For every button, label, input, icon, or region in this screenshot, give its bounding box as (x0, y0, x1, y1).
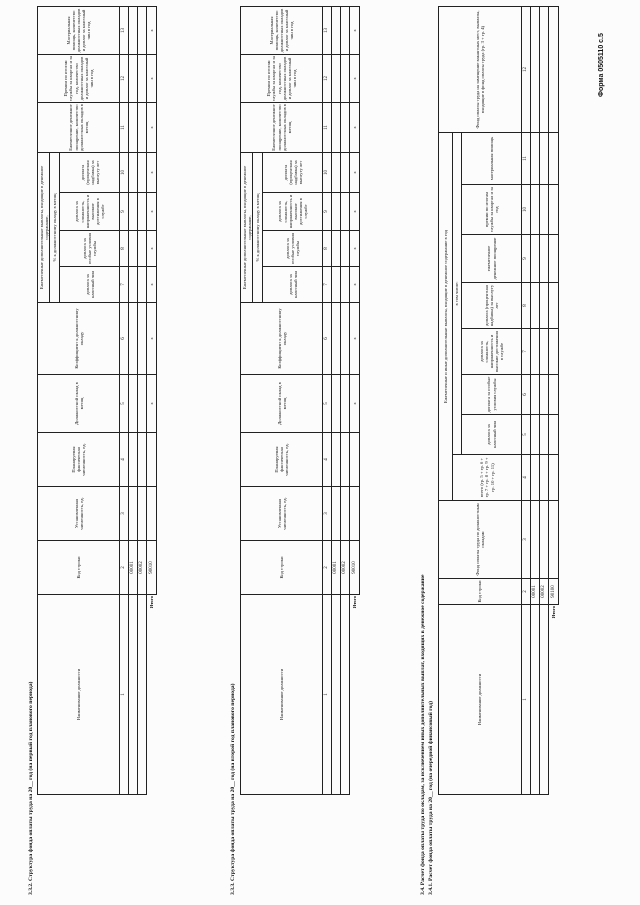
x-mark: х (147, 152, 157, 192)
table-341 (438, 6, 559, 795)
h-class-rank: доплата за классный чин (60, 267, 120, 303)
col-num: 6 (323, 303, 332, 375)
cell[interactable] (531, 605, 540, 795)
col-num: 7 (120, 267, 129, 303)
cell[interactable] (129, 487, 138, 541)
cell[interactable] (341, 303, 350, 375)
cell[interactable] (332, 487, 341, 541)
h-percent: % к должностному окладу в месяц (253, 152, 263, 302)
row-code: 00002 (540, 579, 549, 605)
col-num: 9 (323, 193, 332, 231)
h-salary: Должностной оклад в месяц (38, 375, 120, 433)
cell[interactable] (341, 231, 350, 267)
h-long-service: доплата (процентная надбавка) за выслугу лет (60, 152, 120, 192)
h-bonus: премии по итогам службы за квартал и за год (462, 185, 522, 235)
cell[interactable] (549, 375, 559, 415)
cell[interactable] (341, 54, 350, 102)
cell[interactable] (341, 375, 350, 433)
h-monthly-cash: ежемесячное денежное поощрение (462, 235, 522, 283)
row-code: 00001 (129, 541, 138, 595)
h-line-code: Код строки (241, 541, 323, 595)
col-num: 2 (120, 541, 129, 595)
cell[interactable] (138, 6, 147, 54)
table-333 (240, 6, 360, 795)
table-row (129, 6, 138, 794)
cell[interactable] (332, 54, 341, 102)
col-num: 8 (323, 231, 332, 267)
total-row (147, 6, 157, 794)
cell[interactable] (540, 501, 549, 579)
cell[interactable] (147, 487, 157, 541)
h-position-name: Наименование должности (38, 595, 120, 795)
cell[interactable] (531, 415, 540, 455)
col-num: 3 (522, 501, 531, 579)
table-row (540, 6, 549, 794)
col-num: 9 (522, 235, 531, 283)
section-333-title: 3.3.3. Структура фонда оплаты труда на 20__ год (на второй год планового периода) (230, 683, 236, 895)
col-num: 5 (120, 375, 129, 433)
x-mark: х (147, 6, 157, 54)
form-label: Форма 0505110 с.5 (598, 33, 605, 97)
col-num: 7 (522, 329, 531, 375)
cell[interactable] (531, 6, 540, 132)
x-mark: х (350, 231, 360, 267)
cell[interactable] (332, 433, 341, 487)
col-num: 4 (522, 455, 531, 501)
total-label: Итого (350, 595, 360, 795)
x-mark: х (350, 6, 360, 54)
col-num: 12 (522, 6, 531, 132)
cell[interactable] (129, 375, 138, 433)
table-row (341, 6, 350, 794)
h-class-rank: доплата за классный чин (462, 415, 522, 455)
x-mark: х (147, 231, 157, 267)
col-num: 2 (522, 579, 531, 605)
cell[interactable] (549, 455, 559, 501)
col-num: 5 (323, 375, 332, 433)
total-code: 90010 (350, 541, 360, 595)
total-row (549, 6, 559, 794)
cell[interactable] (341, 152, 350, 192)
row-code: 00001 (332, 541, 341, 595)
total-label: Итого (147, 595, 157, 795)
cell[interactable] (147, 433, 157, 487)
cell[interactable] (129, 54, 138, 102)
cell[interactable] (549, 415, 559, 455)
h-monthly-cash: Ежемесячное денежное поощрение, количество должностных окладов в месяц (38, 102, 120, 152)
col-num: 10 (522, 185, 531, 235)
x-mark: х (350, 102, 360, 152)
col-num: 1 (522, 605, 531, 795)
cell[interactable] (129, 595, 138, 795)
col-num: 11 (522, 132, 531, 184)
col-num: 4 (120, 433, 129, 487)
col-num: 6 (120, 303, 129, 375)
cell[interactable] (138, 487, 147, 541)
h-special-conditions: доплата за особые условия службы (462, 375, 522, 415)
x-mark: х (350, 267, 360, 303)
cell[interactable] (341, 6, 350, 54)
cell[interactable] (332, 267, 341, 303)
cell[interactable] (531, 235, 540, 283)
cell[interactable] (138, 595, 147, 795)
x-mark: х (350, 303, 360, 375)
h-material-aid: Материальная помощь, количество должностных окладов и доплат за классный чин в год (241, 6, 323, 54)
col-num: 12 (120, 54, 129, 102)
cell[interactable] (332, 595, 341, 795)
h-special-conditions: доплата за особые условия службы (263, 231, 323, 267)
col-num: 1 (120, 595, 129, 795)
cell[interactable] (332, 231, 341, 267)
cell[interactable] (129, 231, 138, 267)
cell[interactable] (531, 375, 540, 415)
cell[interactable] (341, 102, 350, 152)
cell[interactable] (129, 152, 138, 192)
h-total: всего (гр. 5 + гр. 6 + гр. 7 + гр. 8 + гр. 9 + гр. 10 + гр. 11) (453, 455, 522, 501)
x-mark: х (147, 102, 157, 152)
h-complexity: доплата за сложность, напряженность и высокие достижения в службе (263, 193, 323, 231)
cell[interactable] (540, 605, 549, 795)
cell[interactable] (540, 375, 549, 415)
col-num: 11 (120, 102, 129, 152)
cell[interactable] (540, 235, 549, 283)
cell[interactable] (129, 433, 138, 487)
x-mark: х (350, 193, 360, 231)
col-num: 13 (120, 6, 129, 54)
row-code: 00002 (138, 541, 147, 595)
cell[interactable] (138, 267, 147, 303)
cell[interactable] (540, 6, 549, 132)
cell[interactable] (540, 132, 549, 184)
col-num: 13 (323, 6, 332, 54)
h-material-aid: Материальная помощь, количество должностных окладов и доплат за классный чин в год (38, 6, 120, 54)
h-material-aid: материальная помощь (462, 132, 522, 184)
h-coefficient: Коэффициент к должностному окладу (241, 303, 323, 375)
col-num: 11 (323, 102, 332, 152)
cell[interactable] (531, 185, 540, 235)
cell[interactable] (549, 235, 559, 283)
cell[interactable] (332, 303, 341, 375)
h-monthly-group: Ежемесячные дополнительные выплаты, входящие в денежное содержание, (241, 152, 253, 302)
cell[interactable] (549, 329, 559, 375)
table-row (531, 6, 540, 794)
section-332-title: 3.3.2. Структура фонда оплаты труда на 20__ год (на первый год планового периода) (28, 681, 34, 895)
h-fund-salary: Фонд оплаты труда по должностным окладам (439, 501, 522, 579)
x-mark: х (350, 54, 360, 102)
cell[interactable] (332, 193, 341, 231)
cell[interactable] (341, 487, 350, 541)
col-num: 6 (522, 375, 531, 415)
total-code: 90010 (147, 541, 157, 595)
col-num: 1 (323, 595, 332, 795)
h-monthly-group: Ежемесячные и иные дополнительные выплаты, входящие в денежное содержание в год (439, 132, 453, 500)
cell[interactable] (540, 329, 549, 375)
cell[interactable] (129, 102, 138, 152)
col-num: 2 (323, 541, 332, 595)
x-mark: х (147, 193, 157, 231)
cell[interactable] (129, 193, 138, 231)
cell[interactable] (332, 102, 341, 152)
cell[interactable] (138, 54, 147, 102)
cell[interactable] (540, 283, 549, 329)
h-monthly-cash: Ежемесячное денежное поощрение, количество должностных окладов в месяц (241, 102, 323, 152)
cell[interactable] (332, 375, 341, 433)
h-established: Установленная численность, ед. (38, 487, 120, 541)
col-num: 10 (323, 152, 332, 192)
h-including: в том числе: (453, 132, 462, 454)
h-line-code: Код строки (439, 579, 522, 605)
cell[interactable] (138, 433, 147, 487)
h-long-service: доплата (процентная надбавка) за выслугу лет (462, 283, 522, 329)
cell[interactable] (129, 267, 138, 303)
x-mark: х (350, 375, 360, 433)
h-class-rank: доплата за классный чин (263, 267, 323, 303)
cell[interactable] (341, 193, 350, 231)
h-position-name: Наименование должности (241, 595, 323, 795)
cell[interactable] (350, 487, 360, 541)
h-complexity: доплата за сложность, напряженность и высокие достижения в службе (60, 193, 120, 231)
cell[interactable] (332, 152, 341, 192)
row-code: 00001 (531, 579, 540, 605)
section-34-title: 3.4. Расчет фонда оплаты труда по окладам, за исключением иных дополнительных выплат, входящих в денежное содержание (420, 574, 426, 895)
x-mark: х (147, 54, 157, 102)
x-mark: х (147, 303, 157, 375)
col-num: 12 (323, 54, 332, 102)
col-num: 3 (323, 487, 332, 541)
h-special-conditions: доплата за особые условия службы (60, 231, 120, 267)
total-label: Итого (549, 605, 559, 795)
table-332 (37, 6, 157, 795)
cell[interactable] (540, 185, 549, 235)
col-num: 10 (120, 152, 129, 192)
cell[interactable] (531, 455, 540, 501)
col-num: 5 (522, 415, 531, 455)
h-coefficient: Коэффициент к должностному окладу (38, 303, 120, 375)
cell[interactable] (332, 6, 341, 54)
h-planned: Планируемая фактическая численность, ед. (38, 433, 120, 487)
h-planned: Планируемая фактическая численность, ед. (241, 433, 323, 487)
cell[interactable] (350, 433, 360, 487)
col-num: 4 (323, 433, 332, 487)
h-bonus: Премии по итогам службы за квартал и за год, количество должностных окладов и доплат за классный чин в год (241, 54, 323, 102)
h-line-code: Код строки (38, 541, 120, 595)
x-mark: х (350, 152, 360, 192)
table-row (332, 6, 341, 794)
h-position-name: Наименование должности (439, 605, 522, 795)
h-monthly-group: Ежемесячные дополнительные выплаты, входящие в денежное содержание, (38, 152, 50, 302)
cell[interactable] (129, 303, 138, 375)
cell[interactable] (138, 102, 147, 152)
cell[interactable] (129, 6, 138, 54)
col-num: 9 (120, 193, 129, 231)
x-mark: х (147, 375, 157, 433)
cell[interactable] (138, 231, 147, 267)
cell[interactable] (138, 375, 147, 433)
cell[interactable] (540, 455, 549, 501)
row-code: 00002 (341, 541, 350, 595)
cell[interactable] (549, 132, 559, 184)
cell[interactable] (341, 595, 350, 795)
total-code: 90100 (549, 579, 559, 605)
cell[interactable] (549, 501, 559, 579)
h-established: Установленная численность, ед. (241, 487, 323, 541)
cell[interactable] (138, 303, 147, 375)
total-row (350, 6, 360, 794)
cell[interactable] (531, 283, 540, 329)
table-row (138, 6, 147, 794)
h-complexity: доплата за сложность, напряженность и высокие достижения в службе (462, 329, 522, 375)
cell[interactable] (138, 193, 147, 231)
col-num: 8 (120, 231, 129, 267)
col-num: 3 (120, 487, 129, 541)
cell[interactable] (531, 501, 540, 579)
col-num: 8 (522, 283, 531, 329)
x-mark: х (147, 267, 157, 303)
cell[interactable] (549, 6, 559, 132)
section-341-title: 3.4.1. Расчет фонда оплаты труда на 20__ год (на очередной финансовый год) (428, 701, 434, 895)
cell[interactable] (531, 329, 540, 375)
cell[interactable] (549, 185, 559, 235)
col-num: 7 (323, 267, 332, 303)
h-percent: % к должностному окладу в месяц (50, 152, 60, 302)
cell[interactable] (531, 132, 540, 184)
cell[interactable] (540, 415, 549, 455)
h-salary: Должностной оклад в месяц (241, 375, 323, 433)
cell[interactable] (341, 267, 350, 303)
cell[interactable] (341, 433, 350, 487)
cell[interactable] (549, 283, 559, 329)
cell[interactable] (138, 152, 147, 192)
h-bonus: Премии по итогам службы за квартал и за год, количество должностных окладов и доплат за классный чин в год (38, 54, 120, 102)
h-fund-total: Фонд оплаты труда на замещение вакантных мест, выплаты, входящие в фонд оплаты труда (гр. 3 + гр. 4) (439, 6, 522, 132)
h-long-service: доплата (процентная надбавка) за выслугу лет (263, 152, 323, 192)
